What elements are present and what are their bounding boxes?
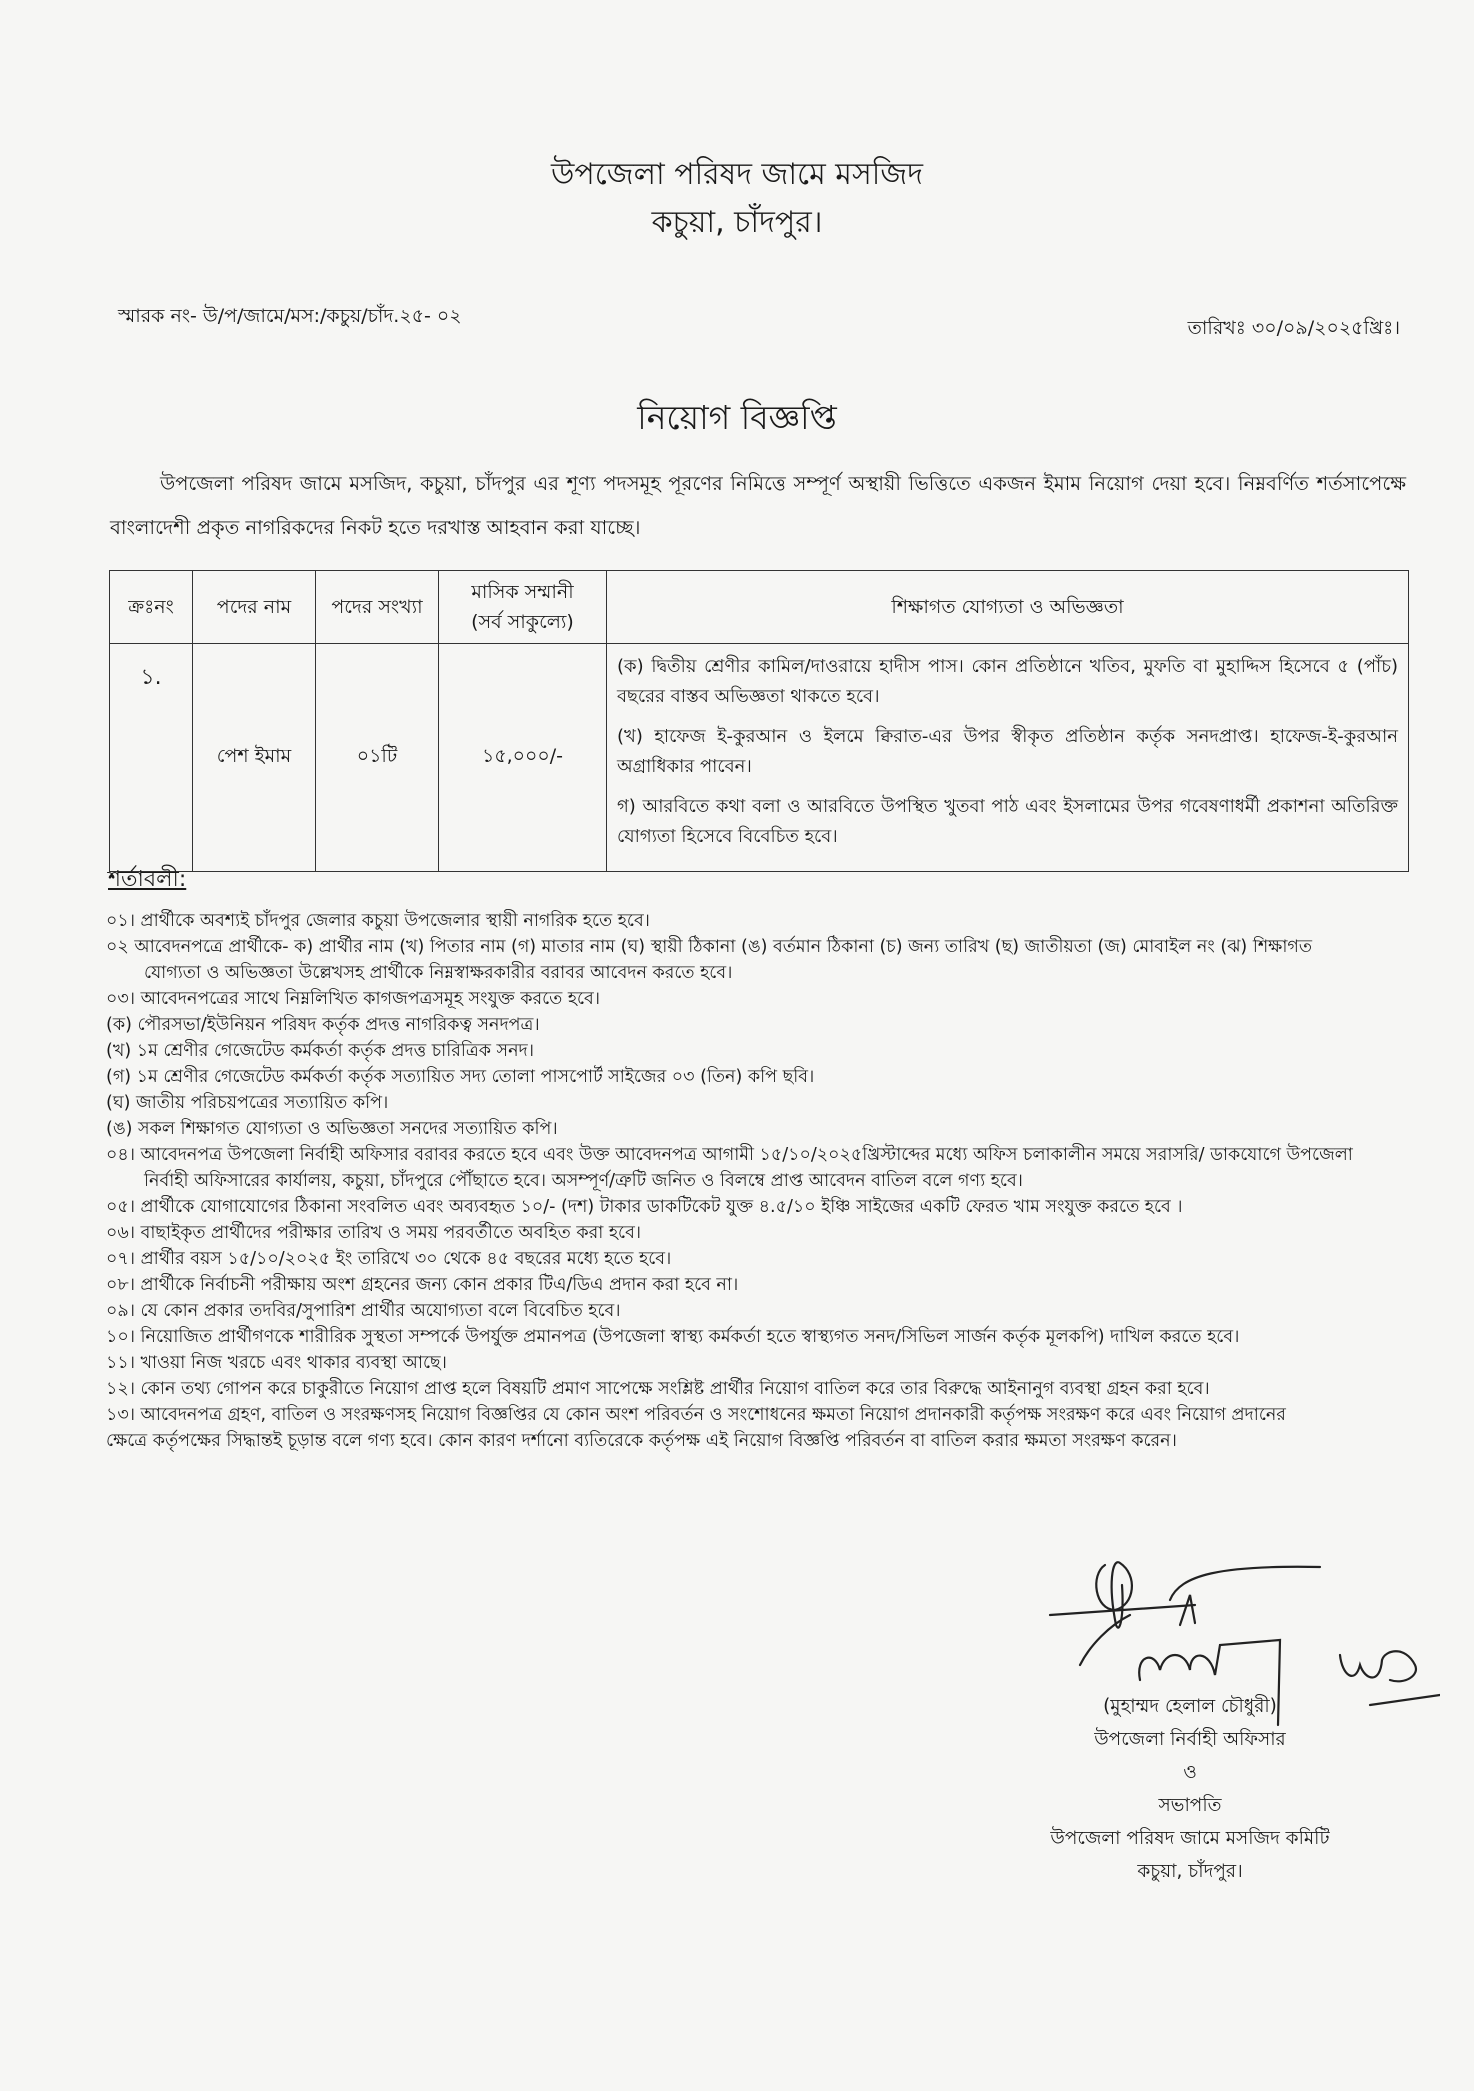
term-item: ১২। কোন তথ্য গোপন করে চাকুরীতে নিয়োগ প্রাপ্ত হলে বিষয়টি প্রমাণ সাপেক্ষে সংশ্লিষ্ট প্রার্থীর নিয়োগ বাতিল করে তার বিরুদ্ধে আইনানুগ ব্যবস্থা গ্রহন করা হবে।	[106, 1379, 1210, 1399]
qualification-item: গ) আরবিতে কথা বলা ও আরবিতে উপস্থিত খুতবা পাঠ এবং ইসলামের উপর গবেষণাধর্মী প্রকাশনা অতিরিক্ত যোগ্যতা হিসেবে বিবেচিত হবে।	[617, 796, 1398, 847]
term-item: ক্ষেত্রে কর্তৃপক্ষের সিদ্ধান্তই চূড়ান্ত বলে গণ্য হবে। কোন কারণ দর্শানো ব্যতিরেকে কর্তৃপক্ষ এই নিয়োগ বিজ্ঞপ্তি পরিবর্তন বা বাতিল করার ক্ষমতা সংরক্ষণ করেন।	[106, 1431, 1177, 1451]
header-salary	[439, 571, 607, 644]
term-item: (খ) ১ম শ্রেণীর গেজেটেড কর্মকর্তা কর্তৃক প্রদত্ত চারিত্রিক সনদ।	[106, 1041, 534, 1061]
term-item: ০২ আবেদনপত্রে প্রার্থীকে- ক) প্রার্থীর নাম (খ) পিতার নাম (গ) মাতার নাম (ঘ) স্থায়ী ঠিকানা (ঙ) বর্তমান ঠিকানা (চ) জন্য তারিখ (ছ) জাতীয়তা (জ) মোবাইল নং (ঝ) শিক্ষাগত	[106, 937, 1313, 957]
signatory-designation: উপজেলা নির্বাহী অফিসার	[1094, 1729, 1286, 1750]
term-item: ১১। খাওয়া নিজ খরচে এবং থাকার ব্যবস্থা আছে।	[106, 1353, 447, 1373]
qualification-item: (ক) দ্বিতীয় শ্রেণীর কামিল/দাওরায়ে হাদীস পাস। কোন প্রতিষ্ঠানে খতিব, মুফতি বা মুহাদ্দিস হিসেবে ৫ (পাঁচ) বছরের বাস্তব অভিজ্ঞতা থাকতে হবে।	[617, 656, 1398, 707]
notice-title: নিয়োগ বিজ্ঞপ্তি	[637, 398, 837, 437]
terms-list	[106, 908, 1416, 1454]
header-post-count: পদের সংখ্যা	[316, 571, 439, 644]
positions-table	[109, 570, 1409, 872]
term-item: ০৫। প্রার্থীকে যোগাযোগের ঠিকানা সংবলিত এবং অব্যবহৃত ১০/- (দশ) টাকার ডাকটিকেট যুক্ত ৪.৫/১০ ইঞ্চি সাইজের একটি ফেরত খাম সংযুক্ত করতে হবে ।	[106, 1197, 1183, 1217]
header-salary-line2: (সর্ব সাকুল্যে)	[471, 611, 574, 633]
cell-qualifications	[607, 644, 1409, 872]
term-item: যোগ্যতা ও অভিজ্ঞতা উল্লেখসহ প্রার্থীকে নিম্নস্বাক্ষরকারীর বরাবর আবেদন করতে হবে।	[144, 963, 733, 983]
signatory-conjunction: ও	[1183, 1762, 1197, 1783]
term-item: ০৬। বাছাইকৃত প্রার্থীদের পরীক্ষার তারিখ ও সময় পরবর্তীতে অবহিত করা হবে।	[106, 1223, 642, 1243]
issue-date: তারিখঃ ৩০/০৯/২০২৫খ্রিঃ।	[1187, 317, 1400, 339]
term-item: নির্বাহী অফিসারের কার্যালয়, কচুয়া, চাঁদপুরে পৌঁছাতে হবে। অসম্পূর্ণ/ত্রুটি জনিত ও বিলম্বে প্রাপ্ত আবেদন বাতিল বলে গণ্য হবে।	[144, 1171, 1023, 1191]
intro-paragraph: উপজেলা পরিষদ জামে মসজিদ, কচুয়া, চাঁদপুর এর শূণ্য পদসমূহ পূরণের নিমিত্তে সম্পূর্ণ অস্থায়ী ভিত্তিতে একজন ইমাম নিয়োগ দেয়া হবে। নিম্নবর্ণিত শর্তসাপেক্ষে বাংলাদেশী প্রকৃত নাগরিকদের নিকট হতে দরখাস্ত আহবান করা যাচ্ছে।	[110, 472, 1406, 539]
org-location: কচুয়া, চাঁদপুর।	[651, 205, 823, 240]
org-name: উপজেলা পরিষদ জামে মসজিদ	[551, 157, 923, 192]
signatory-role: সভাপতি	[1158, 1795, 1222, 1816]
term-item: (ঙ) সকল শিক্ষাগত যোগ্যতা ও অভিজ্ঞতা সনদের সত্যায়িত কপি।	[106, 1119, 558, 1139]
header-salary-line1: মাসিক সম্মানী	[471, 581, 574, 603]
term-item: ১৩। আবেদনপত্র গ্রহণ, বাতিল ও সংরক্ষণসহ নিয়োগ বিজ্ঞপ্তির যে কোন অংশ পরিবর্তন ও সংশোধনের ক্ষমতা নিয়োগ প্রদানকারী কর্তৃপক্ষ সংরক্ষণ করে এবং নিয়োগ প্রদানের	[106, 1405, 1286, 1425]
term-item: (ক) পৌরসভা/ইউনিয়ন পরিষদ কর্তৃক প্রদত্ত নাগরিকত্ব সনদপত্র।	[106, 1015, 540, 1035]
table-row	[110, 644, 1409, 872]
terms-heading: শর্তাবলী:	[108, 867, 187, 892]
signatory-committee: উপজেলা পরিষদ জামে মসজিদ কমিটি	[1050, 1828, 1330, 1849]
qualification-item: (খ) হাফেজ ই-কুরআন ও ইলমে ক্বিরাত-এর উপর স্বীকৃত প্রতিষ্ঠান কর্তৃক সনদপ্রাপ্ত। হাফেজ-ই-কুরআন অগ্রাধিকার পাবেন।	[617, 726, 1398, 777]
term-item: ০৩। আবেদনপত্রের সাথে নিম্নলিখিত কাগজপত্রসমূহ সংযুক্ত করতে হবে।	[106, 989, 601, 1009]
signatory-name: (মুহাম্মদ হেলাল চৌধুরী)	[1103, 1696, 1277, 1717]
cell-serial: ১.	[110, 644, 193, 872]
term-item: ০৪। আবেদনপত্র উপজেলা নির্বাহী অফিসার বরাবর করতে হবে এবং উক্ত আবেদনপত্র আগামী ১৫/১০/২০২৫খ্রিস্টাব্দের মধ্যে অফিস চলাকালীন সময়ে সরাসরি/ ডাকযোগে উপজেলা	[106, 1145, 1353, 1165]
cell-salary: ১৫,০০০/-	[439, 644, 607, 872]
signature-block	[1020, 1555, 1440, 1895]
memo-number: স্মারক নং- উ/প/জামে/মস:/কচুয়/চাঁদ.২৫- ০২	[118, 305, 462, 327]
term-item: (গ) ১ম শ্রেণীর গেজেটেড কর্মকর্তা কর্তৃক সত্যায়িত সদ্য তোলা পাসপোর্ট সাইজের ০৩ (তিন) কপি ছবি।	[106, 1067, 815, 1087]
header-post-name: পদের নাম	[193, 571, 316, 644]
term-item: ০১। প্রার্থীকে অবশ্যই চাঁদপুর জেলার কচুয়া উপজেলার স্থায়ী নাগরিক হতে হবে।	[106, 911, 650, 931]
term-item: ০৯। যে কোন প্রকার তদবির/সুপারিশ প্রার্থীর অযোগ্যতা বলে বিবেচিত হবে।	[106, 1301, 621, 1321]
term-item: ০৭। প্রার্থীর বয়স ১৫/১০/২০২৫ ইং তারিখে ৩০ থেকে ৪৫ বছরের মধ্যে হতে হবে।	[106, 1249, 672, 1269]
signatory-location: কচুয়া, চাঁদপুর।	[1137, 1861, 1243, 1882]
signatory-info	[1020, 1690, 1360, 1888]
table-header-row	[110, 571, 1409, 644]
cell-post-name: পেশ ইমাম	[193, 644, 316, 872]
header-qualification: শিক্ষাগত যোগ্যতা ও অভিজ্ঞতা	[607, 571, 1409, 644]
cell-post-count: ০১টি	[316, 644, 439, 872]
header-serial: ক্রঃনং	[110, 571, 193, 644]
term-item: ১০। নিয়োজিত প্রার্থীগণকে শারীরিক সুস্থতা সম্পর্কে উপর্যুক্ত প্রমানপত্র (উপজেলা স্বাস্থ্য কর্মকর্তা হতে স্বাস্থ্যগত সনদ/সিভিল সার্জন কর্তৃক মূলকপি) দাখিল করতে হবে।	[106, 1327, 1240, 1347]
term-item: (ঘ) জাতীয় পরিচয়পত্রের সত্যায়িত কপি।	[106, 1093, 389, 1113]
term-item: ০৮। প্রার্থীকে নির্বাচনী পরীক্ষায় অংশ গ্রহনের জন্য কোন প্রকার টিএ/ডিএ প্রদান করা হবে না।	[106, 1275, 739, 1295]
